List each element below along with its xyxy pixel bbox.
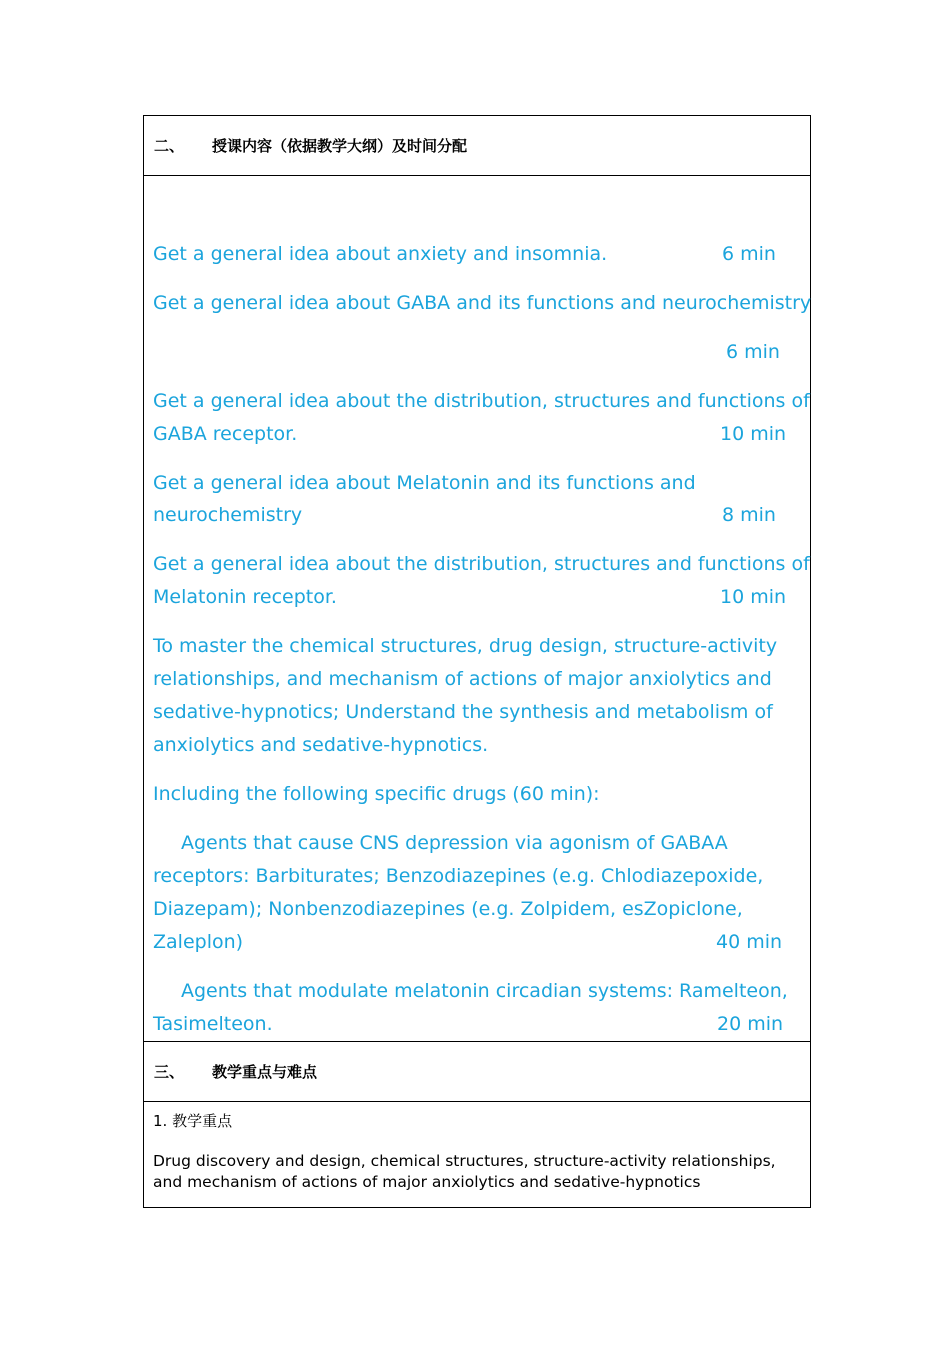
key-points-label: 1. 教学重点 xyxy=(153,1112,233,1130)
content-line: neurochemistry xyxy=(153,504,303,526)
teaching-content-cell xyxy=(144,176,810,1042)
content-line: Agents that modulate melatonin circadian systems: Ramelteon, xyxy=(181,980,788,1002)
content-line: GABA receptor. xyxy=(153,423,298,445)
content-line: Tasimelteon. xyxy=(153,1013,273,1035)
time-allocation: 40 min xyxy=(716,931,783,953)
syllabus-table xyxy=(143,115,811,1208)
section-number: 二、 xyxy=(154,137,185,155)
content-line: Get a general idea about Melatonin and its functions and xyxy=(153,472,696,494)
time-allocation: 10 min xyxy=(720,586,787,608)
section-number: 三、 xyxy=(154,1063,185,1081)
content-line: Get a general idea about the distribution, structures and functions of xyxy=(153,390,810,412)
content-line: Including the following specific drugs (60 min): xyxy=(153,783,600,805)
content-line: Diazepam); Nonbenzodiazepines (e.g. Zolpidem, esZopiclone, xyxy=(153,898,743,920)
content-line: To master the chemical structures, drug design, structure-activity xyxy=(153,635,778,657)
content-line: sedative-hypnotics; Understand the synthesis and metabolism of xyxy=(153,701,773,723)
section-header-key-points xyxy=(144,1042,810,1102)
content-line: Get a general idea about anxiety and insomnia. xyxy=(153,243,608,265)
time-allocation: 20 min xyxy=(717,1013,784,1035)
content-line: Zaleplon) xyxy=(153,931,244,953)
key-points-text: Drug discovery and design, chemical structures, structure-activity relationships, and mechanism of actions of major anxiolytics and sedative-hypnotics xyxy=(153,1152,776,1191)
section-title: 教学重点与难点 xyxy=(212,1063,318,1081)
time-allocation: 8 min xyxy=(722,504,776,526)
time-allocation: 6 min xyxy=(726,341,780,363)
content-line: Agents that cause CNS depression via agonism of GABAA xyxy=(181,832,728,854)
content-line: Get a general idea about the distribution, structures and functions of xyxy=(153,553,810,575)
time-allocation: 6 min xyxy=(722,243,776,265)
content-line: relationships, and mechanism of actions of major anxiolytics and xyxy=(153,668,772,690)
time-allocation: 10 min xyxy=(720,423,787,445)
key-points-cell xyxy=(144,1102,810,1207)
content-line: receptors: Barbiturates; Benzodiazepines (e.g. Chlodiazepoxide, xyxy=(153,865,764,887)
content-line: Melatonin receptor. xyxy=(153,586,337,608)
content-line: Get a general idea about GABA and its functions and neurochemistry xyxy=(153,292,812,314)
section-header-teaching-content xyxy=(144,116,810,176)
content-line: anxiolytics and sedative-hypnotics. xyxy=(153,734,489,756)
section-title: 授课内容（依据教学大纲）及时间分配 xyxy=(212,137,468,155)
